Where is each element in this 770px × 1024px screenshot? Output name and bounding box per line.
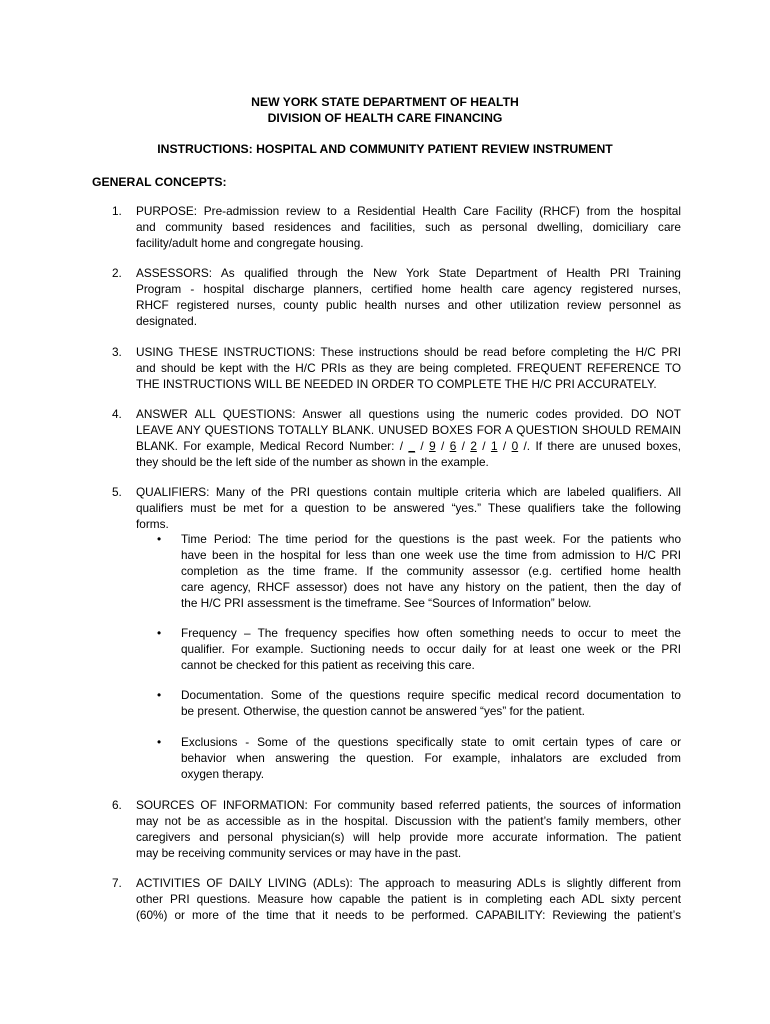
text-line: LEAVE ANY QUESTIONS TOTALLY BLANK. UNUSED BOXES FOR A QUESTION SHOULD REMAIN	[136, 423, 681, 437]
item-text	[136, 265, 681, 329]
item-text	[136, 484, 681, 532]
example-line: BLANK. For example, Medical Record Number: / _ / 9 / 6 / 2 / 1 / 0 /. If there are unused boxes,	[136, 439, 681, 453]
text-line: designated.	[136, 314, 198, 328]
text-line: ACTIVITIES OF DAILY LIVING (ADLs): The approach to measuring ADLs is slightly different from	[136, 876, 681, 890]
item-number: 2.	[112, 266, 122, 280]
text-line: THE INSTRUCTIONS WILL BE NEEDED IN ORDER TO COMPLETE THE H/C PRI ACCURATELY.	[136, 377, 657, 391]
item-number: 1.	[112, 204, 122, 218]
text-line: Documentation. Some of the questions require specific medical record documentation to	[181, 688, 681, 702]
item-number: 7.	[112, 876, 122, 890]
text-line: Frequency – The frequency specifies how often something needs to occur to meet the	[181, 626, 681, 640]
text-line: facility/adult home and congregate housing.	[136, 236, 364, 250]
text-line: Program - hospital discharge planners, certified home health care agency registered nurses,	[136, 282, 681, 296]
example-box: 6	[449, 439, 457, 453]
item-text	[136, 344, 681, 392]
example-box: 2	[470, 439, 477, 453]
item-text	[136, 406, 681, 470]
bullet-icon: •	[157, 688, 162, 702]
text-line: have been in the hospital for less than one week use the time from admission to H/C PRI	[181, 548, 681, 562]
document-title: INSTRUCTIONS: HOSPITAL AND COMMUNITY PATIENT REVIEW INSTRUMENT	[157, 142, 613, 156]
text-line: forms.	[136, 517, 169, 531]
bullet-text	[181, 625, 681, 673]
item-number: 3.	[112, 345, 122, 359]
text-line: (60%) or more of the time that it needs to be performed. CAPABILITY: Reviewing the patient’s	[136, 908, 681, 922]
example-box: 0	[511, 439, 519, 453]
text-line: ASSESSORS: As qualified through the New York State Department of Health PRI Training	[136, 266, 681, 280]
example-box: 9	[429, 439, 436, 453]
item-number: 4.	[112, 407, 122, 421]
example-box: _	[408, 439, 415, 453]
text-line: the H/C PRI assessment is the timeframe. See “Sources of Information” below.	[181, 596, 592, 610]
text-line: USING THESE INSTRUCTIONS: These instructions should be read before completing the H/C PRI	[136, 345, 681, 359]
text-line: other PRI questions. Measure how capable the patient is in completing each ADL sixty percent	[136, 892, 681, 906]
text-line: may be receiving community services or may have in the past.	[136, 846, 462, 860]
bullet-text	[181, 531, 681, 611]
item-text	[136, 797, 681, 861]
text-line: qualifiers must be met for a question to be answered “yes.” These qualifiers take the following	[136, 501, 681, 515]
text-line: PURPOSE: Pre-admission review to a Residential Health Care Facility (RHCF) from the hospital	[136, 204, 681, 218]
example-prefix: BLANK. For example, Medical Record Number: /	[136, 439, 404, 453]
header-line-1: NEW YORK STATE DEPARTMENT OF HEALTH	[251, 95, 519, 109]
text-line: they should be the left side of the number as shown in the example.	[136, 455, 489, 469]
bullet-text	[181, 687, 681, 719]
item-number: 6.	[112, 798, 122, 812]
item-text	[136, 875, 681, 923]
item-text	[136, 203, 681, 251]
text-line: be present. Otherwise, the question cannot be answered “yes” for the patient.	[181, 704, 585, 718]
text-line: Exclusions - Some of the questions specifically state to omit certain types of care or	[181, 735, 681, 749]
text-line: oxygen therapy.	[181, 767, 265, 781]
text-line: ANSWER ALL QUESTIONS: Answer all questions using the numeric codes provided. DO NOT	[136, 407, 681, 421]
text-line: and community based residences and facilities, such as personal dwelling, domiciliary care	[136, 220, 681, 234]
text-line: care agency, RHCF assessor) does not have any history on the patient, then the day of	[181, 580, 681, 594]
text-line: cannot be checked for this patient as receiving this care.	[181, 658, 475, 672]
example-box: 1	[490, 439, 498, 453]
bullet-text	[181, 734, 681, 782]
text-line: SOURCES OF INFORMATION: For community based referred patients, the sources of information	[136, 798, 681, 812]
text-line: may not be as accessible as in the hospital. Discussion with the patient’s family members, other	[136, 814, 681, 828]
example-suffix: /. If there are unused boxes,	[523, 439, 681, 453]
text-line: QUALIFIERS: Many of the PRI questions contain multiple criteria which are labeled qualifiers. All	[136, 485, 681, 499]
text-line: qualifier. For example. Suctioning needs to occur daily for at least one week or the PRI	[181, 642, 681, 656]
text-line: caregivers and personal physician(s) will help provide more accurate information. The patient	[136, 830, 681, 844]
text-line: and should be kept with the H/C PRIs as they are being completed. FREQUENT REFERENCE TO	[136, 361, 681, 375]
item-number: 5.	[112, 485, 122, 499]
bullet-icon: •	[157, 626, 162, 640]
bullet-icon: •	[157, 735, 162, 749]
text-line: Time Period: The time period for the questions is the past week. For the patients who	[181, 532, 681, 546]
section-heading: GENERAL CONCEPTS:	[92, 175, 227, 189]
text-line: completion as the time frame. If the community assessor (e.g. certified home health	[181, 564, 681, 578]
header-line-2: DIVISION OF HEALTH CARE FINANCING	[267, 111, 503, 125]
bullet-icon: •	[157, 532, 162, 546]
text-line: behavior when answering the question. For example, inhalators are excluded from	[181, 751, 681, 765]
text-line: RHCF registered nurses, county public health nurses and other utilization review personnel as	[136, 298, 681, 312]
